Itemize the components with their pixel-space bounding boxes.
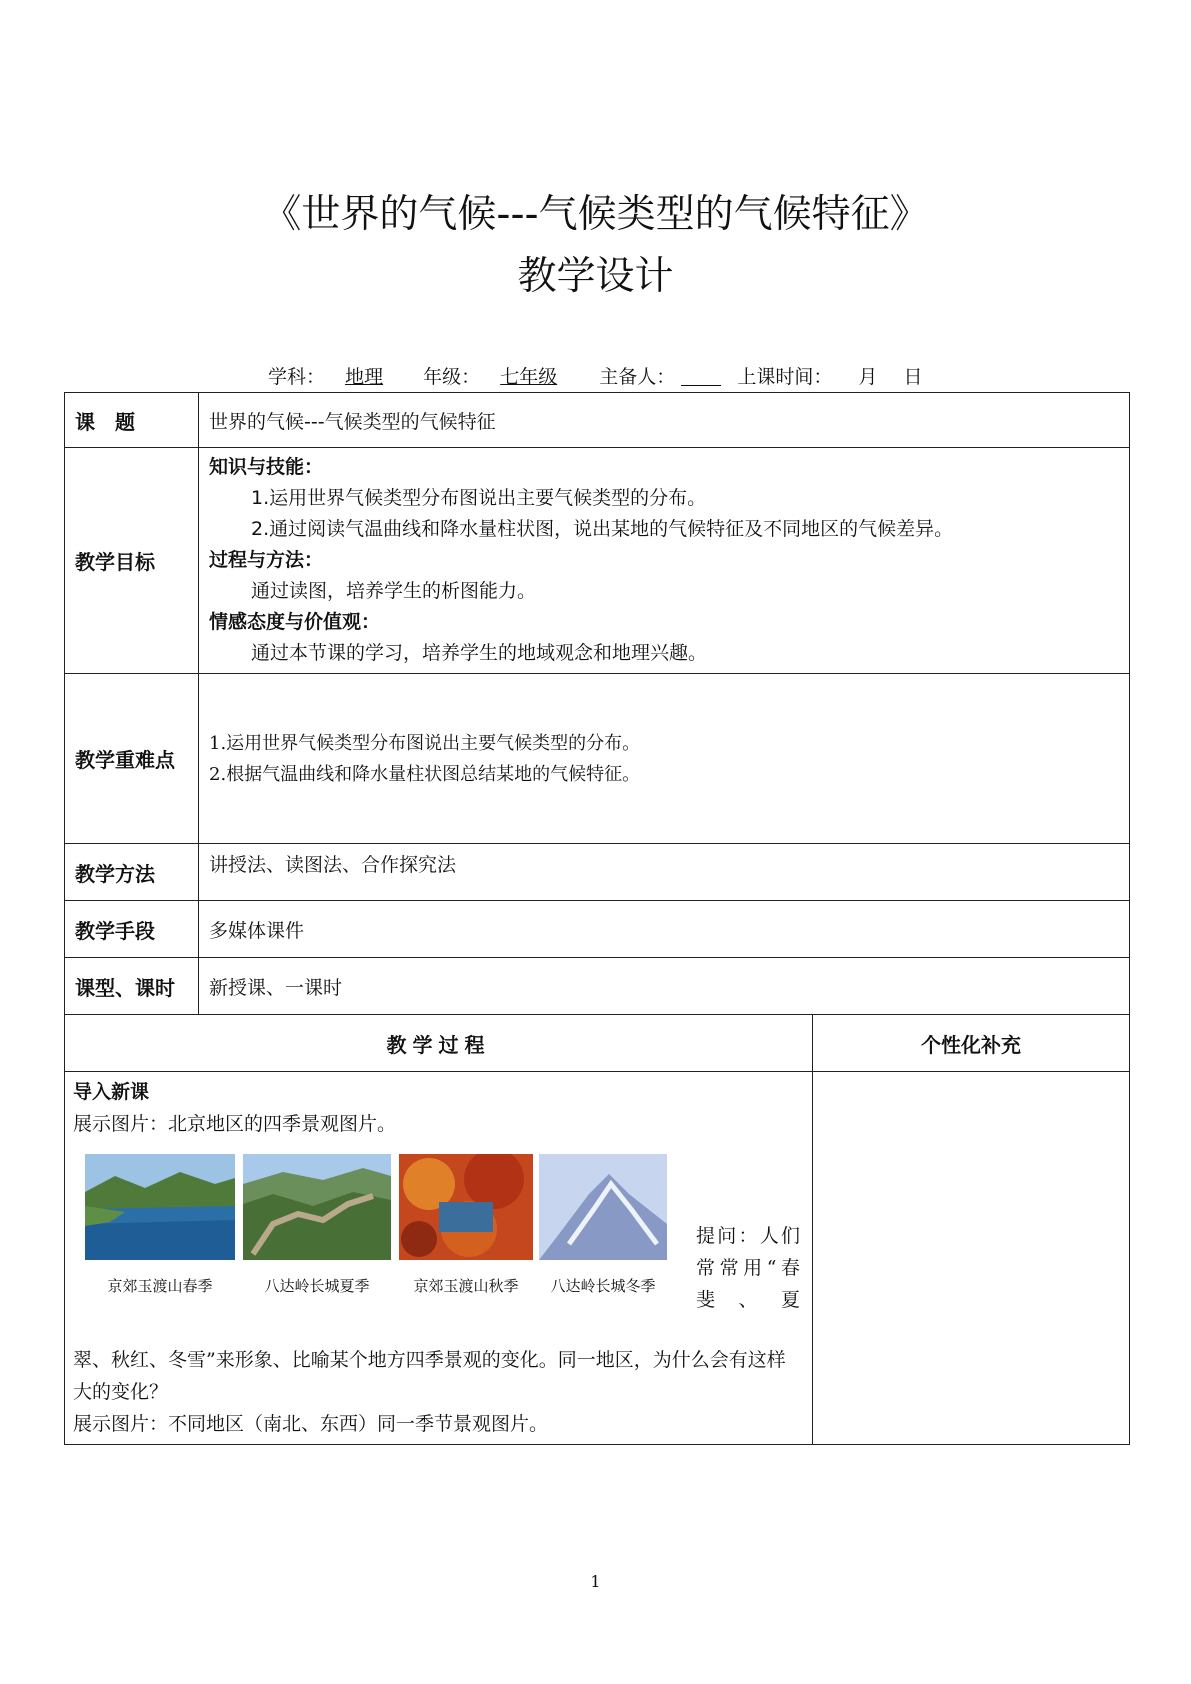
- day-label: 日: [903, 366, 923, 388]
- photo-strip: [73, 1154, 804, 1344]
- grade-value: 七年级: [500, 366, 558, 388]
- month-label: 月: [858, 366, 878, 388]
- goals-heading-attitude: 情感态度与价值观：: [209, 611, 381, 633]
- method-value: 讲授法、读图法、合作探究法: [199, 844, 1130, 901]
- preparer-label: 主备人：: [599, 366, 676, 388]
- key-points-content: [199, 674, 1130, 844]
- goal-item: 通过读图，培养学生的析图能力。: [251, 580, 537, 602]
- page-number: 1: [590, 1572, 601, 1591]
- table-row: [65, 1015, 1130, 1072]
- goals-label: 教学目标: [65, 448, 199, 674]
- table-row: [65, 901, 1130, 958]
- topic-label: 课 题: [65, 393, 199, 448]
- document-subtitle: 教学设计: [517, 254, 674, 299]
- key-point: 1.运用世界气候类型分布图说出主要气候类型的分布。: [209, 732, 641, 754]
- caption: 八达岭长城夏季: [264, 1277, 370, 1295]
- lesson-plan-table: [64, 392, 1130, 1445]
- table-row: [65, 674, 1130, 844]
- extra-header: 个性化补充: [813, 1015, 1130, 1072]
- goal-item: 1.运用世界气候类型分布图说出主要气候类型的分布。: [251, 487, 707, 509]
- caption: 京郊玉渡山秋季: [413, 1277, 519, 1295]
- time-label: 上课时间：: [737, 366, 833, 388]
- extra-content-cell: [813, 1072, 1130, 1445]
- spring-lake-photo: [85, 1154, 235, 1260]
- type-value: 新授课、一课时: [199, 958, 1130, 1015]
- autumn-foliage-photo: [399, 1154, 533, 1260]
- process-header: 教学过程: [65, 1015, 813, 1072]
- process-content: [65, 1072, 813, 1445]
- show-text-1: 展示图片：北京地区的四季景观图片。: [73, 1113, 397, 1135]
- topic-value: 世界的气候---气候类型的气候特征: [199, 393, 1130, 448]
- caption: 八达岭长城冬季: [550, 1277, 656, 1295]
- type-label: 课型、课时: [65, 958, 199, 1015]
- subject-label: 学科：: [268, 366, 326, 388]
- key-points-label: 教学重难点: [65, 674, 199, 844]
- summer-great-wall-photo: [243, 1154, 391, 1260]
- preparer-blank: [681, 367, 721, 386]
- table-row: [65, 393, 1130, 448]
- document-title: 《世界的气候---气候类型的气候特征》: [262, 192, 929, 237]
- question-side-text: 提问：人们常常用“春斐、夏: [696, 1225, 800, 1311]
- means-value: 多媒体课件: [199, 901, 1130, 958]
- show-text-2: 展示图片：不同地区（南北、东西）同一季节景观图片。: [73, 1413, 549, 1435]
- winter-great-wall-photo: [539, 1154, 667, 1260]
- table-row: [65, 844, 1130, 901]
- method-label: 教学方法: [65, 844, 199, 901]
- grade-label: 年级：: [423, 366, 481, 388]
- goals-heading-knowledge: 知识与技能：: [209, 456, 324, 478]
- table-row: [65, 958, 1130, 1015]
- subject-value: 地理: [345, 366, 384, 388]
- table-row: [65, 448, 1130, 674]
- meta-line: [268, 362, 923, 389]
- intro-heading: 导入新课: [73, 1081, 150, 1103]
- caption: 京郊玉渡山春季: [107, 1277, 213, 1295]
- question-text: 翠、秋红、冬雪”来形象、比喻某个地方四季景观的变化。同一地区，为什么会有这样大的变化？: [73, 1349, 786, 1403]
- goal-item: 通过本节课的学习，培养学生的地域观念和地理兴趣。: [251, 642, 708, 664]
- goals-content: [199, 448, 1130, 674]
- table-row: [65, 1072, 1130, 1445]
- goal-item: 2.通过阅读气温曲线和降水量柱状图，说出某地的气候特征及不同地区的气候差异。: [251, 518, 954, 540]
- goals-heading-process: 过程与方法：: [209, 549, 324, 571]
- key-point: 2.根据气温曲线和降水量柱状图总结某地的气候特征。: [209, 763, 641, 785]
- means-label: 教学手段: [65, 901, 199, 958]
